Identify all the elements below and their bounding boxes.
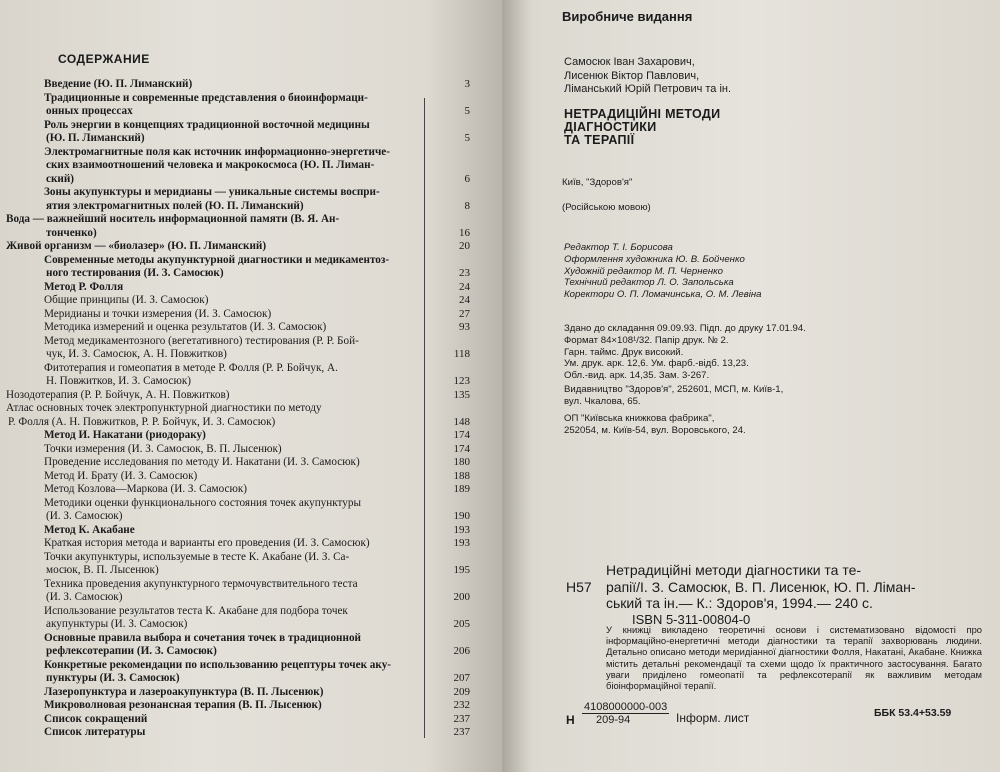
toc-entry (0, 632, 470, 659)
toc-entry-line: (И. З. Самосюк) (46, 591, 123, 603)
toc-page-number: 237 (453, 712, 470, 725)
toc-entry-line: Нозодотерапия (Р. Р. Бойчук, А. Н. Повжитков) (6, 388, 230, 401)
toc-page-number: 200 (453, 591, 470, 603)
toc-entry-line: Точки акупунктуры, используемые в тесте К. Акабане (И. З. Са- (44, 550, 350, 563)
toc-page-number: 207 (453, 672, 470, 684)
credit-line: Оформлення художника Ю. В. Бойченко (564, 253, 745, 265)
footer-h: Н (566, 713, 575, 727)
toc-entry-line: Основные правила выбора и сочетания точек в традиционной (44, 631, 361, 644)
toc-page-number: 24 (459, 294, 470, 306)
toc-entry-line: Использование результатов теста К. Акабане для подбора точек (44, 604, 348, 617)
toc-page-number: 5 (464, 132, 470, 144)
toc-entry-line: Традиционные и современные представления о биоинформаци- (44, 91, 368, 104)
toc-entry (0, 497, 470, 524)
author-line: Ліманський Юрій Петрович та ін. (564, 83, 732, 96)
toc-page-number: 5 (464, 105, 470, 117)
toc-entry-line: чук, И. З. Самосюк, А. Н. Повжитков) (46, 348, 227, 360)
toc-entry (0, 213, 470, 240)
toc-entry-line: Метод И. Брату (И. З. Самосюк) (44, 469, 198, 482)
toc-entry (0, 686, 470, 700)
printer-line: 252054, м. Київ-54, вул. Воровського, 24. (564, 424, 746, 436)
toc-page-number: 20 (459, 240, 470, 252)
toc-page-number: 123 (453, 375, 470, 387)
print-info-line: Обл.-вид. арк. 14,35. Зам. 3-267. (564, 370, 710, 382)
toc-entry-line: онных процессах (46, 105, 133, 117)
inform-list: Інформ. лист (676, 711, 750, 725)
toc-entry-line: Конкретные рекомендации по использованию рецептуры точек аку- (44, 658, 392, 671)
author-line: Самосюк Іван Захарович, (564, 56, 695, 68)
toc-entry-line: Зоны акупунктуры и меридианы — уникальные системы воспри- (44, 186, 380, 198)
toc-page-number: 188 (453, 469, 470, 482)
toc-entry (0, 321, 470, 335)
toc-entry-line: тонченко) (46, 226, 97, 239)
toc-page-number: 193 (453, 537, 470, 549)
toc-entry-line: Вода — важнейший носитель информационной памяти (В. Я. Ан- (6, 213, 340, 225)
toc-entry-line: Точки измерения (И. З. Самосюк, В. П. Лысенюк) (44, 442, 282, 455)
toc-page-number: 3 (464, 78, 470, 90)
publisher-line: Видавництво "Здоров'я", 252601, МСП, м. Київ-1, (564, 384, 784, 395)
toc-page-number: 24 (459, 280, 470, 293)
toc-entry (0, 240, 470, 254)
print-info-line: Ум. друк. арк. 12,6. Ум. фарб.-відб. 13,23. (564, 358, 749, 370)
toc-entry-line: Список сокращений (44, 712, 148, 725)
biblio-line: Нетрадиційні методи діагностики та те- (606, 562, 862, 578)
toc-entry (0, 389, 470, 403)
toc-entry (0, 119, 470, 146)
toc-page-number: 174 (453, 442, 470, 455)
printer-address (564, 413, 746, 437)
toc-entry (0, 443, 470, 457)
toc-entry-line: Краткая история метода и варианты его проведения (И. З. Самосюк) (44, 537, 370, 549)
toc-entry-line: ного тестирования (И. З. Самосюк) (46, 267, 224, 279)
toc-entry-line: Введение (Ю. П. Лиманский) (44, 78, 193, 90)
publisher-line: вул. Чкалова, 65. (564, 395, 641, 407)
toc-entry-line: Н. Повжитков, И. З. Самосюк) (46, 375, 191, 387)
credits (564, 242, 762, 301)
toc-entry (0, 254, 470, 281)
toc-entry-line: Меридианы и точки измерения (И. З. Самосюк) (44, 307, 272, 320)
toc-entry-line: Метод Р. Фолля (44, 280, 124, 293)
credit-line: Художній редактор М. П. Черненко (564, 265, 723, 277)
toc-entry-line: Атлас основных точек электропунктурной диагностики по методу (6, 402, 322, 414)
toc-entry-line: Лазеропунктура и лазероакупунктура (В. П. Лысенюк) (44, 685, 324, 698)
toc-page-number: 237 (453, 726, 470, 738)
toc-entry-line: ский) (46, 172, 75, 185)
toc-entry (0, 308, 470, 322)
toc-entry (0, 92, 470, 119)
toc-entry (0, 429, 470, 443)
toc-entry (0, 456, 470, 470)
print-info-line: Здано до складання 09.09.93. Підп. до друку 17.01.94. (564, 323, 806, 334)
toc-entry-line: (И. З. Самосюк) (46, 510, 123, 522)
toc-page-number: 209 (453, 685, 470, 698)
toc-page-number: 190 (453, 510, 470, 522)
credit-line: Технічний редактор Л. О. Запольська (564, 277, 734, 289)
toc-entry-line: Метод К. Акабане (44, 523, 135, 536)
toc-entry-line: Электромагнитные поля как источник информационно-энергетиче- (44, 145, 390, 158)
author-line: Лисенюк Віктор Павлович, (564, 69, 700, 82)
toc-page-number: 23 (459, 267, 470, 279)
book-title-line: ТА ТЕРАПІЇ (564, 133, 635, 147)
toc-entry-line: Проведение исследования по методу И. Накатани (И. З. Самосюк) (44, 456, 360, 468)
book-title (564, 108, 720, 147)
toc-page-number: 135 (453, 388, 470, 401)
toc-entry (0, 146, 470, 187)
toc-entry (0, 294, 470, 308)
toc-entry (0, 605, 470, 632)
toc-entry (0, 524, 470, 538)
toc-entry (0, 659, 470, 686)
bibliographic-record (606, 562, 916, 612)
fraction-denominator: 209-94 (596, 714, 631, 726)
toc-entry-line: рефлексотерапии (И. З. Самосюк) (46, 645, 217, 657)
toc-entry-line: Метод И. Накатани (риодораку) (44, 429, 206, 441)
call-number: Н57 (566, 579, 592, 595)
toc-entry-line: Микроволновая резонансная терапия (В. П. Лысенюк) (44, 699, 322, 711)
toc-entry-line: Фитотерапия и гомеопатия в методе Р. Фолля (Р. Р. Бойчук, А. (44, 361, 338, 374)
toc-page-number: 118 (453, 348, 470, 360)
toc-entry-line: Живой организм — «биолазер» (Ю. П. Лиманский) (6, 240, 267, 252)
toc-entry-line: Метод Козлова—Маркова (И. З. Самосюк) (44, 483, 247, 495)
annotation: У книжці викладено теоретичні основи і систематизовано відомості про інформаційно-енергетичні методи діагностики та терапії захворювань людини. Детально описано методи меридіанної діагностики Фолля, Накатані, Акабане. Книжка містить детальні рекомендації та схеми щодо їх практичного застосування. Багато уваги приділено гомеопатії та рефлексотерапії як важливим методам біоінформаційної терапії. (606, 624, 982, 692)
toc-page-number: 232 (453, 699, 470, 711)
print-info-line: Формат 84×108¹/32. Папір друк. № 2. (564, 334, 729, 346)
toc-page-number: 148 (453, 415, 470, 428)
toc-page-number: 174 (453, 429, 470, 441)
toc-page-number: 27 (459, 307, 470, 320)
footer-fraction (582, 701, 669, 726)
toc-page-number: 193 (453, 523, 470, 536)
toc-page-number: 195 (453, 564, 470, 576)
edition-type: Виробниче видання (562, 9, 693, 24)
publisher-address (564, 384, 783, 408)
toc-entry (0, 537, 470, 551)
toc-entry-line: Современные методы акупунктурной диагностики и медикаментоз- (44, 253, 390, 266)
book-title-line: НЕТРАДИЦІЙНІ МЕТОДИ (564, 107, 721, 121)
toc-entry (0, 281, 470, 295)
toc-entry-line: Методика измерений и оценка результатов (И. З. Самосюк) (44, 321, 327, 333)
book-title-line: ДІАГНОСТИКИ (564, 120, 657, 134)
toc-entry-line: Общие принципы (И. З. Самосюк) (44, 294, 209, 306)
toc-entry (0, 186, 470, 213)
fraction-numerator: 4108000000-003 (584, 701, 668, 713)
toc-page-number: 180 (453, 456, 470, 468)
toc-entry-line: (Ю. П. Лиманский) (46, 132, 145, 144)
authors (564, 56, 731, 97)
toc-entry-line: Р. Фолля (А. Н. Повжитков, Р. Р. Бойчук, И. З. Самосюк) (8, 415, 276, 428)
printer-line: ОП "Київська книжкова фабрика", (564, 413, 715, 424)
toc-entry (0, 578, 470, 605)
toc-page-number: 16 (459, 226, 470, 239)
toc-page-number: 206 (453, 645, 470, 657)
toc-entry (0, 726, 470, 740)
toc-entry-line: мосюк, В. П. Лысенюк) (46, 564, 159, 576)
toc-page-number: 189 (453, 483, 470, 495)
isbn: ISBN 5-311-00804-0 (632, 612, 751, 627)
toc-entry (0, 335, 470, 362)
toc-entry (0, 699, 470, 713)
toc-entry-line: акупунктуры (И. З. Самосюк) (46, 618, 188, 630)
toc-entry (0, 551, 470, 578)
toc-entry-line: ятия электромагнитных полей (Ю. П. Лиманский) (46, 199, 304, 212)
language-note: (Російською мовою) (562, 202, 651, 213)
toc-entry (0, 362, 470, 389)
credit-line: Редактор Т. І. Борисова (564, 242, 673, 253)
toc-page-number: 93 (459, 321, 470, 333)
toc-entry-line: Методики оценки функционального состояния точек акупунктуры (44, 496, 361, 509)
toc-entry-line: Метод медикаментозного (вегетативного) тестирования (Р. Р. Бой- (44, 334, 359, 347)
credit-line: Коректори О. П. Ломачинська, О. М. Левіна (564, 289, 762, 301)
place-publisher: Київ, "Здоров'я" (562, 177, 633, 188)
toc-entry (0, 78, 470, 92)
toc-page-number: 6 (464, 172, 470, 185)
toc-entry-line: Техника проведения акупунктурного термочувствительного теста (44, 577, 358, 590)
toc-title: СОДЕРЖАНИЕ (58, 52, 150, 66)
toc-entry-line: пунктуры (И. З. Самосюк) (46, 672, 180, 684)
bbk-code: ББК 53.4+53.59 (874, 707, 952, 719)
toc-entry (0, 470, 470, 484)
biblio-line: ський та ін.— К.: Здоров'я, 1994.— 240 с. (606, 595, 873, 611)
toc-entry (0, 402, 470, 429)
toc-entry-line: Роль энергии в концепциях традиционной восточной медицины (44, 118, 370, 131)
toc-entry (0, 483, 470, 497)
toc-page-number: 8 (464, 199, 470, 212)
print-info-line: Гарн. таймс. Друк високий. (564, 346, 684, 358)
toc-entry (0, 713, 470, 727)
toc-page-number: 205 (453, 618, 470, 630)
toc-entry-line: ских взаимоотношений человека и макрокосмоса (Ю. П. Лиман- (46, 159, 375, 171)
toc-vertical-rule (424, 98, 425, 738)
print-info (564, 323, 806, 382)
biblio-line: рапії/І. З. Самосюк, В. П. Лисенюк, Ю. П. Ліман- (606, 578, 916, 595)
toc-entry-line: Список литературы (44, 726, 146, 738)
